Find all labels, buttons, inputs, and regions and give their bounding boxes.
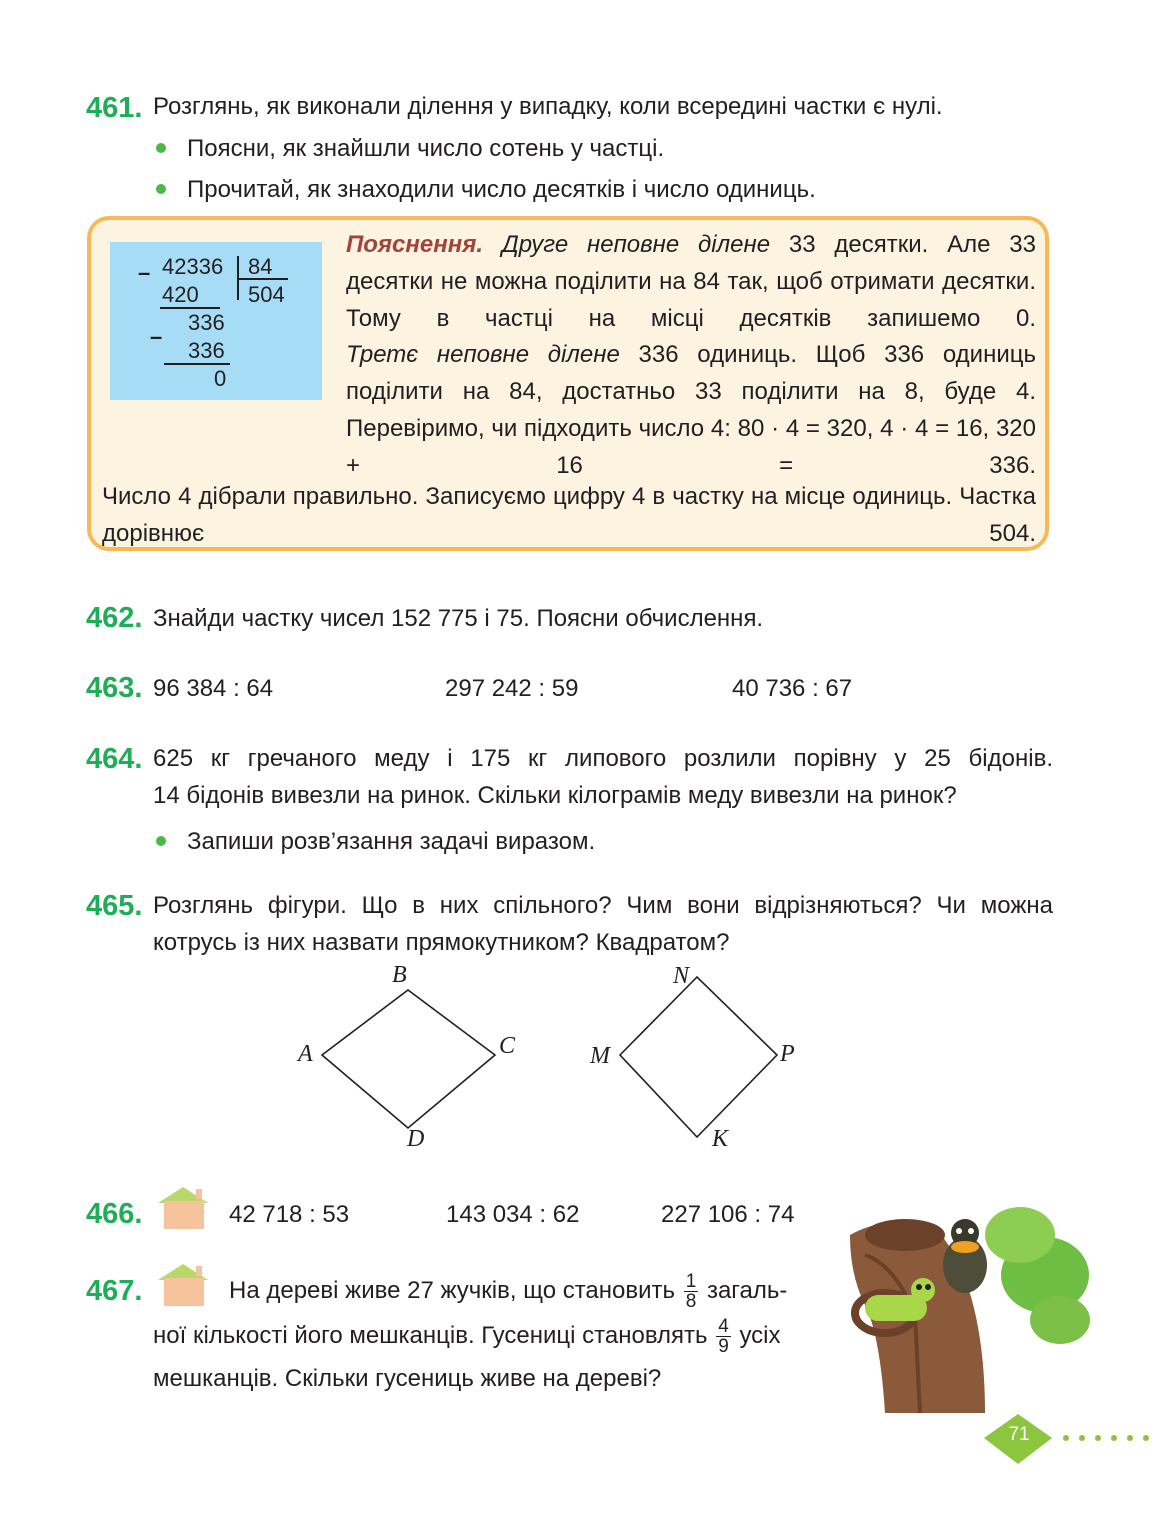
exercise-number-462: 462.	[86, 602, 143, 634]
exercise-number-463: 463.	[86, 672, 143, 704]
division-quotient: 504	[248, 282, 285, 307]
exercise-number-464: 464.	[86, 743, 143, 775]
exercise-number-467: 467.	[86, 1275, 143, 1307]
vertex-label-m: M	[590, 1043, 610, 1069]
exercise-number-465: 465.	[86, 890, 143, 922]
tree-with-beetles-illustration	[845, 1195, 1095, 1415]
division-subtrahend-2: 336	[188, 338, 225, 363]
exercise-465-text-1: Розглянь фігури. Що в них спільного? Чим вони відрізняються? Чи можна	[153, 892, 1053, 919]
exercise-463-item-2: 297 242 : 59	[445, 675, 579, 702]
vertex-label-a: A	[298, 1041, 313, 1067]
exercise-466-item-3: 227 106 : 74	[661, 1201, 795, 1228]
division-dividend: 42336	[162, 254, 224, 279]
exercise-464-text-2: 14 бідонів вивезли на ринок. Скільки кілограмів меду вивезли на ринок?	[153, 782, 957, 809]
minus-sign: –	[150, 324, 163, 349]
exercise-461-text: Розглянь, як виконали ділення у випадку, коли всередині частки є нулі.	[153, 93, 943, 120]
vertex-label-k: K	[712, 1126, 729, 1152]
explanation-label: Пояснення.	[346, 231, 484, 258]
fraction-one-eighth: $\frac{1}{8}$	[685, 1271, 697, 1313]
explanation-p1-rest: 33 десятки. Але 33 десятки не можна поділити на 84 так, щоб отримати десятки. Тому в частці на місці десятків запишемо 0.	[346, 231, 1036, 332]
rhombus-abcd	[322, 990, 495, 1128]
home-task-icon	[154, 1183, 212, 1231]
exercise-466-item-2: 143 034 : 62	[446, 1201, 580, 1228]
explanation-p2-rest: 336 одиниць. Щоб 336 одиниць поділити на 84, достатньо 33 поділити на 8, буде 4. Перевіримо, чи підходить число 4: 80 · 4 = 320, 4 · 4 = 16, 320 + 16 = 336.	[346, 341, 1036, 479]
explanation-paragraph-3: Число 4 дібрали правильно. Записуємо цифру 4 в частку на місце одиниць. Частка дорівнює 504.	[102, 483, 1036, 547]
minus-sign: –	[138, 260, 151, 285]
exercise-463-item-1: 96 384 : 64	[153, 675, 274, 702]
vertex-label-p: P	[780, 1041, 795, 1067]
exercise-464-text-1: 625 кг гречаного меду і 175 кг липового розлили порівну у 25 бідонів.	[153, 745, 1053, 772]
exercise-467-line-2: ної кількості його мешканців. Гусениці становлять $\frac{4}{9}$ усіх	[153, 1316, 781, 1358]
fraction-four-ninths: $\frac{4}{9}$	[718, 1316, 729, 1358]
vertex-label-n: N	[673, 963, 690, 989]
vertex-label-b: B	[392, 962, 407, 988]
exercise-466-item-1: 42 718 : 53	[229, 1201, 350, 1228]
exercise-number-461: 461.	[86, 92, 143, 124]
division-subtrahend-1: 420	[162, 282, 199, 307]
exercise-number-466: 466.	[86, 1198, 143, 1230]
division-remainder: 0	[214, 366, 227, 391]
exercise-465-text-2: котрусь із них назвати прямокутником? Квадратом?	[153, 929, 730, 956]
division-partial: 336	[188, 310, 225, 335]
explanation-p2-italic: Третє неповне ділене	[346, 341, 620, 368]
square-mnpk	[620, 977, 777, 1137]
home-task-icon	[154, 1260, 212, 1308]
exercise-464-bullet: Запиши розв’язання задачі виразом.	[187, 828, 596, 855]
exercise-461-bullet-1: Поясни, як знайшли число сотень у частці.	[187, 135, 665, 162]
exercise-467-line-1: На дереві живе 27 жучків, що становить $\frac{1}{8}$ загаль-	[229, 1271, 788, 1313]
page-number: 71	[1008, 1424, 1030, 1445]
exercise-467-line-3: мешканців. Скільки гусениць живе на дереві?	[153, 1365, 662, 1392]
exercise-461-bullet-2: Прочитай, як знаходили число десятків і число одиниць.	[187, 176, 816, 203]
division-divisor: 84	[248, 254, 273, 279]
explanation-p1-italic: Друге неповне ділене	[501, 231, 771, 258]
exercise-462-text: Знайди частку чисел 152 775 і 75. Поясни обчислення.	[153, 605, 764, 632]
exercise-463-item-3: 40 736 : 67	[732, 675, 853, 702]
vertex-label-d: D	[407, 1126, 425, 1152]
vertex-label-c: C	[499, 1033, 516, 1059]
